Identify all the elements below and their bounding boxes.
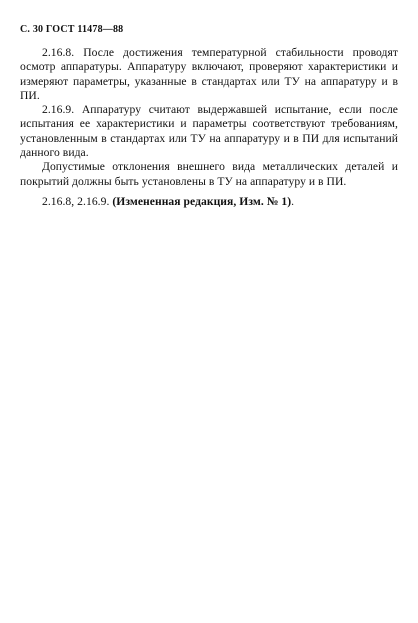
page-header: С. 30 ГОСТ 11478—88 bbox=[20, 24, 124, 35]
amendment-note bbox=[20, 195, 398, 209]
paragraph-2-16-9: 2.16.9. Аппаратуру считают выдержавшей испытание, если после испытания ее характеристики и параметры соответствуют требованиям, установленным в стандартах или ТУ на аппаратуру и в ПИ для испытаний данного вида. bbox=[20, 103, 398, 160]
amendment-prefix: 2.16.8, 2.16.9. bbox=[42, 194, 113, 208]
amendment-bold-text: (Измененная редакция, Изм. № 1) bbox=[112, 194, 292, 208]
paragraph-tolerances: Допустимые отклонения внешнего вида металлических деталей и покрытий должны быть установлены в ТУ на аппаратуру и в ПИ. bbox=[20, 160, 398, 188]
amendment-suffix: . bbox=[291, 194, 295, 208]
document-body bbox=[20, 46, 398, 209]
paragraph-2-16-8: 2.16.8. После достижения температурной стабильности проводят осмотр аппаратуры. Аппаратуру включают, проверяют характеристики и измеряют параметры, указанные в стандартах или ТУ на аппаратуру и в ПИ. bbox=[20, 46, 398, 102]
